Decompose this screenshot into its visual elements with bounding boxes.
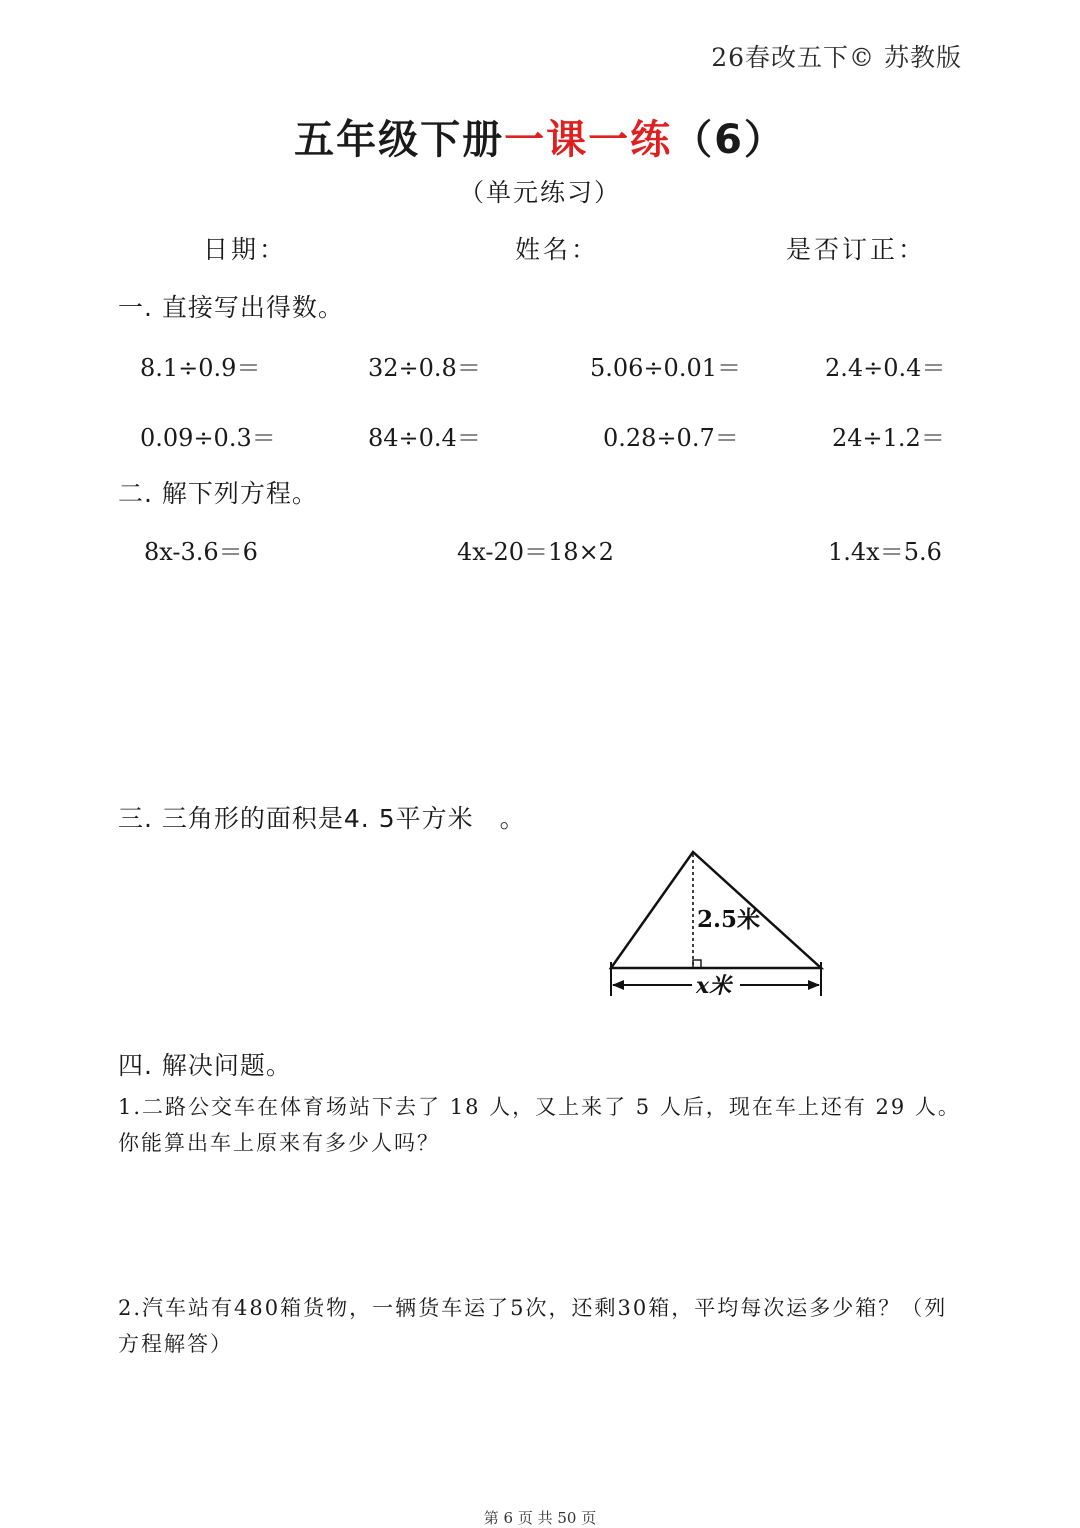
problem2-line2: 方程解答） [118,1332,233,1356]
expression: 84÷0.4＝ [368,424,481,452]
header-tag: 26春改五下© 苏教版 [711,43,962,72]
expression: 8.1÷0.9＝ [140,354,261,382]
title-highlight: 一课一练 [504,117,673,163]
expression: 5.06÷0.01＝ [590,354,741,382]
expression: 32÷0.8＝ [368,354,481,382]
height-label: 2.5米 [697,906,761,933]
page-subtitle: （单元练习） [458,178,621,207]
section2-title: 二. 解下列方程。 [118,479,318,508]
base-label: x米 [696,973,732,999]
problem2-line1: 2.汽车站有480箱货物，一辆货车运了5次，还剩30箱，平均每次运多少箱？（列 [118,1296,948,1320]
corrected-label: 是否订正： [786,235,927,264]
title-suffix: （6） [672,117,786,163]
expression: 24÷1.2＝ [832,424,945,452]
equation: 1.4x＝5.6 [828,538,942,566]
section3-title: 三. 三角形的面积是4. 5平方米 。 [118,804,526,833]
section4-title: 四. 解决问题。 [118,1051,292,1080]
triangle-diagram [600,840,835,1005]
page-title [0,108,1080,165]
equation: 4x-20＝18×2 [457,538,614,566]
section1-title: 一. 直接写出得数。 [118,293,344,322]
expression: 2.4÷0.4＝ [825,354,946,382]
title-prefix: 五年级下册 [294,117,505,163]
equation: 8x-3.6＝6 [144,538,258,566]
page-footer: 第 6 页 共 50 页 [483,1509,597,1527]
expression: 0.28÷0.7＝ [603,424,739,452]
problem1-line1: 1.二路公交车在体育场站下去了 18 人，又上来了 5 人后，现在车上还有 29 人。 [118,1095,961,1119]
arrow-right-icon [808,980,820,990]
expression: 0.09÷0.3＝ [140,424,276,452]
problem1-line2: 你能算出车上原来有多少人吗？ [118,1131,440,1155]
name-label: 姓名： [515,235,600,264]
date-label: 日期： [203,235,288,264]
arrow-left-icon [612,980,624,990]
